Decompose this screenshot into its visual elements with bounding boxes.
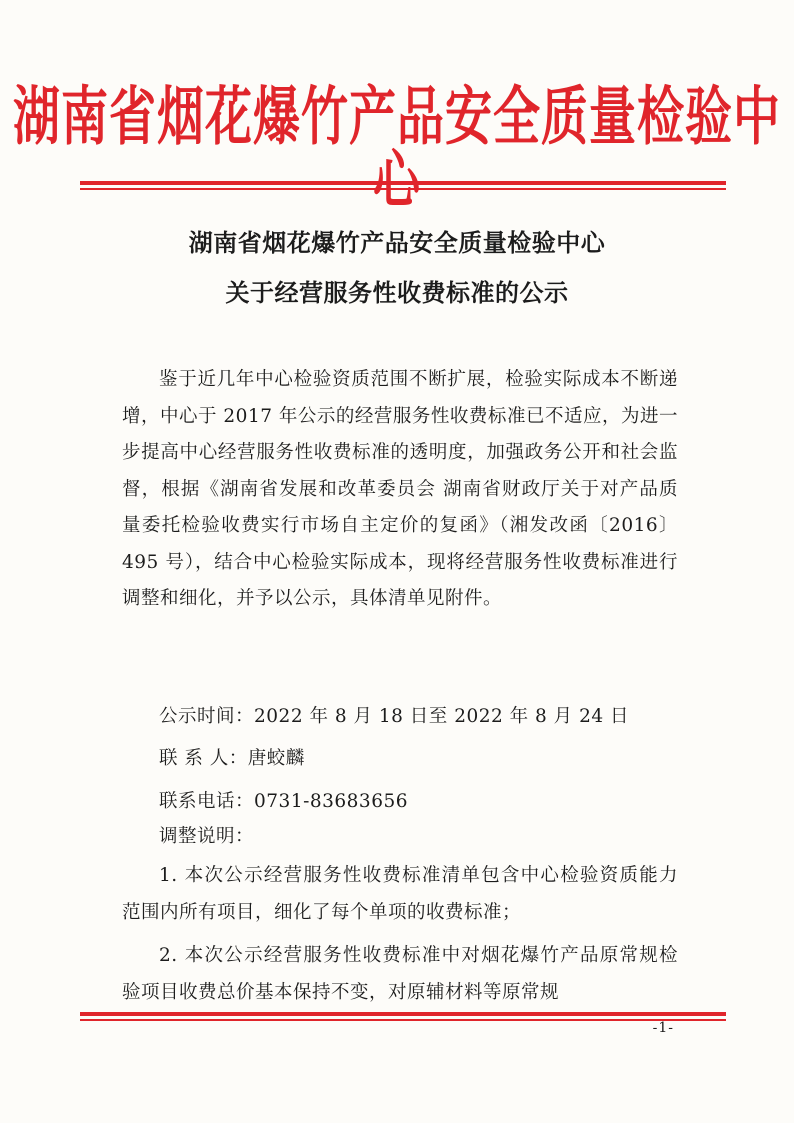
- adjustment-item-1: 1. 本次公示经营服务性收费标准清单包含中心检验资质能力范围内所有项目，细化了每个单项的收费标准；: [122, 865, 678, 923]
- letterhead-thick-rule: [80, 181, 726, 185]
- adjustment-item-2: 2. 本次公示经营服务性收费标准中对烟花爆竹产品原常规检验项目收费总价基本保持不变，对原辅材料等原常规: [122, 945, 678, 1003]
- notice-time-value: 2022 年 8 月 18 日至 2022 年 8 月 24 日: [254, 706, 629, 727]
- notice-contact: [122, 741, 678, 778]
- document-title-line2: 关于经营服务性收费标准的公示: [225, 278, 569, 307]
- notice-contact-label: 联 系 人：: [159, 748, 248, 769]
- notice-phone: [122, 784, 678, 821]
- footer-thin-rule: [80, 1019, 726, 1021]
- letterhead-thin-rule: [80, 188, 726, 190]
- footer-thick-rule: [80, 1012, 726, 1016]
- notice-time: [122, 699, 678, 736]
- letterhead-title: 湖南省烟花爆竹产品安全质量检验中心: [13, 80, 781, 219]
- notice-contact-value: 唐蛟麟: [247, 748, 305, 769]
- adjustment-heading: 调整说明：: [159, 826, 255, 847]
- notice-heading: [122, 819, 678, 856]
- document-title-line1: 湖南省烟花爆竹产品安全质量检验中心: [188, 228, 606, 257]
- notice-time-label: 公示时间：: [159, 706, 255, 727]
- page-number: -1-: [652, 1020, 674, 1036]
- notice-phone-label: 联系电话：: [159, 791, 255, 812]
- notice-phone-value: 0731-83683656: [254, 791, 409, 812]
- body-paragraph: 鉴于近几年中心检验资质范围不断扩展，检验实际成本不断递增，中心于 2017 年公示的经营服务性收费标准已不适应，为进一步提高中心经营服务性收费标准的透明度，加强政务公开和社会监督，根据《湖南省发展和改革委员会 湖南省财政厅关于对产品质量委托检验收费实行市场自主定价的复函》（湘发改函〔2016〕495 号），结合中心检验实际成本，现将经营服务性收费标准进行调整和细化，并予以公示，具体清单见附件。: [122, 369, 678, 609]
